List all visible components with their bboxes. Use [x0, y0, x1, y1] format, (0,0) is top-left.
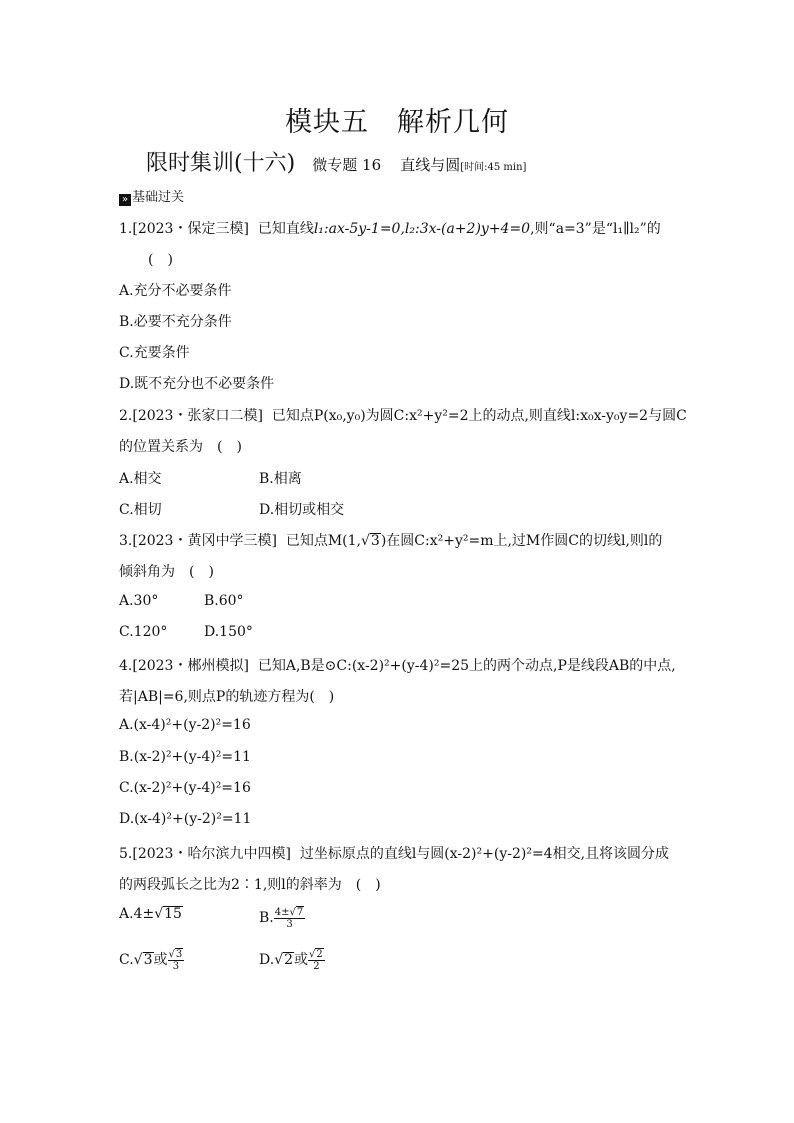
module-title	[0, 100, 794, 139]
q3-option-d: D.150°	[204, 624, 253, 640]
q5-stem	[119, 843, 669, 863]
topic-number: 微专题 16	[312, 156, 382, 174]
q1-option-d: D.既不充分也不必要条件	[119, 376, 275, 392]
q1-stem	[119, 218, 661, 238]
section-heading	[119, 186, 184, 206]
module-number: 模块五	[285, 107, 369, 138]
q5-options-row2	[119, 948, 323, 972]
q2-options-row2	[119, 499, 345, 519]
q3-options-row1	[119, 593, 244, 609]
q3-option-a: A.30°	[119, 593, 159, 609]
q4-option-d: D.(x-4)²+(y-2)²=11	[119, 811, 252, 827]
q2-option-c: C.相切	[119, 502, 162, 518]
q2-text: 已知点P(x₀,y₀)为圆C:x²+y²=2上的动点,则直线l:x₀x-y₀y=2与圆C	[271, 408, 687, 424]
q1-option-c: C.充要条件	[119, 345, 190, 361]
q3-option-c: C.120°	[119, 624, 168, 640]
q4-stem	[119, 655, 676, 675]
q3-stem-2: 倾斜角为 ( )	[119, 564, 214, 580]
q4-text: 已知A,B是⊙C:(x-2)²+(y-4)²=25上的两个动点,P是线段AB的中点,	[257, 658, 676, 674]
section-label: 基础过关	[132, 190, 185, 205]
q3-options-row2	[119, 624, 253, 640]
q5-options-row1	[119, 906, 304, 930]
q3-text-a: 已知点M(1,	[285, 533, 361, 549]
q2-option-b: B.相离	[259, 471, 302, 487]
q5-text: 过坐标原点的直线l与圆(x-2)²+(y-2)²=4相交,且将该圆分成	[299, 846, 670, 862]
q3-text-b: )在圆C:x²+y²=m上,过M作圆C的切线l,则l的	[380, 533, 663, 549]
q5-option-c: C.√3或 $\frac{√3}{3}$	[119, 949, 183, 972]
q3-option-b: B.60°	[204, 593, 244, 609]
q4-option-a: A.(x-4)²+(y-2)²=16	[119, 717, 251, 733]
q2-option-d: D.相切或相交	[259, 502, 345, 518]
q1-equations: l₁:ax-5y-1=0,l₂:3x-(a+2)y+4=0	[313, 221, 531, 237]
q5-source: 5.[2023・哈尔滨九中四模]	[119, 846, 291, 862]
q2-options-row1	[119, 468, 302, 488]
double-chevron-icon: »	[119, 194, 131, 206]
q1-option-a: A.充分不必要条件	[119, 283, 232, 299]
q4-source: 4.[2023・郴州模拟]	[119, 658, 249, 674]
q4-option-c: C.(x-2)²+(y-4)²=16	[119, 780, 251, 796]
q1-text-b: ,则“a=3”是“l₁∥l₂”的	[530, 221, 661, 237]
q1-source: 1.[2023・保定三模]	[119, 221, 249, 237]
q3-stem: 3.[2023・黄冈中学三模] 已知点M(1,√3)在圆C:x²+y²=m上,过M作圆C的切线l,则l的	[119, 533, 663, 549]
q5-option-a: A.4±√15	[119, 906, 182, 922]
q2-stem-2: 的位置关系为 ( )	[119, 439, 242, 455]
q2-source: 2.[2023・张家口二模]	[119, 408, 263, 424]
topic-name: 直线与圆	[400, 156, 461, 174]
q1-option-b: B.必要不充分条件	[119, 314, 232, 330]
q3-root: 3	[370, 533, 380, 549]
q5-stem-2: 的两段弧长之比为2∶1,则l的斜率为 ( )	[119, 877, 381, 893]
q1-text-a: 已知直线	[257, 221, 314, 237]
module-name: 解析几何	[397, 107, 509, 138]
q5-option-d: D.√2或 $\frac{√2}{2}$	[259, 949, 323, 972]
q2-stem	[119, 405, 687, 425]
training-header	[146, 146, 526, 177]
q2-option-a: A.相交	[119, 471, 162, 487]
q1-paren: ( )	[148, 252, 173, 268]
q3-source: 3.[2023・黄冈中学三模]	[119, 533, 277, 549]
time-limit: [时间:45 min]	[460, 162, 527, 173]
training-title: 限时集训(十六)	[146, 151, 296, 176]
q4-option-b: B.(x-2)²+(y-4)²=11	[119, 749, 251, 765]
q5-option-b: B. $\frac{4\pm√7}{3}$	[259, 907, 304, 930]
q4-stem-2: 若|AB|=6,则点P的轨迹方程为( )	[119, 689, 335, 705]
